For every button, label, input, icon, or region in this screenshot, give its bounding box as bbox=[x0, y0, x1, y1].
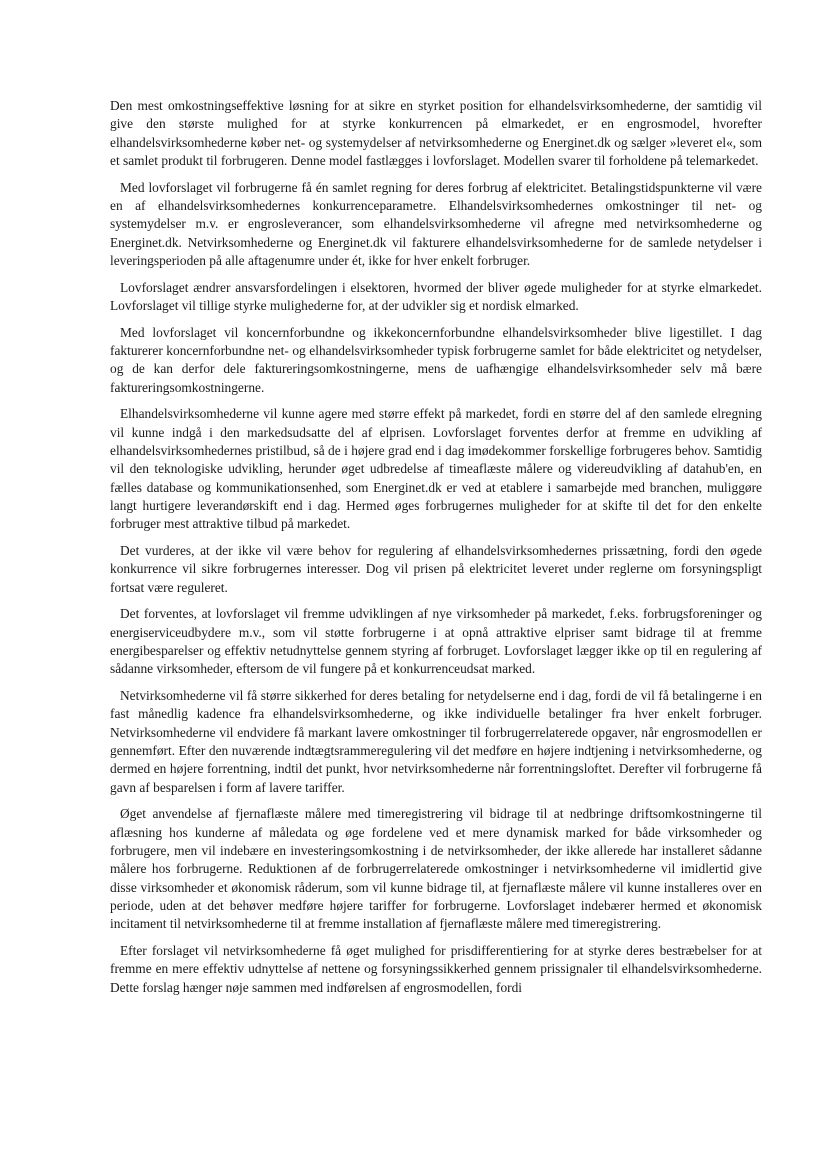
paragraph-fjernaflaeste-maalere: Øget anvendelse af fjernaflæste målere med timeregistrering vil bidrage til at nedbringe driftsomkostningerne til aflæsning hos kunderne af måledata og øge fordelene ved et mere dynamisk marked for både virksomheder og forbrugere, men vil indebære en investeringsomkostning i de netvirksomheder, der ikke allerede har installeret sådanne målere hos forbrugerne. Reduktionen af de forbrugerrelaterede omkostninger i netvirksomhederne vil imidlertid give disse virksomheder et økonomisk råderum, som vil kunne bidrage til, at fjernaflæste målere vil kunne installeres over en periode, uden at det behøver medføre højere tariffer for forbrugerne. Lovforslaget indebærer hermed et økonomisk incitament til netvirksomhederne til at fremme installation af fjernaflæste målere med timeregistrering. bbox=[110, 806, 762, 932]
paragraph-ansvarsfordeling: Lovforslaget ændrer ansvarsfordelingen i elsektoren, hvormed der bliver øgede muligheder for at styrke elmarkedet. Lovforslaget vil tillige styrke mulighederne for, at der udvikler sig et nordisk elmarked. bbox=[110, 279, 762, 313]
paragraph-nye-virksomheder: Det forventes, at lovforslaget vil fremme udviklingen af nye virksomheder på markedet, f.eks. forbrugsforeninger og energiserviceudbydere m.v., som vil støtte forbrugerne i at opnå attraktive elpriser samt bidrage til at fremme energibesparelser og effektiv netudnyttelse gennem styring af forbruget. Lovforslaget lægger ikke op til en regulering af sådanne virksomheder, eftersom de vil fungere på et konkurrenceudsat marked. bbox=[110, 606, 762, 677]
paragraph-markedseffekt: Elhandelsvirksomhederne vil kunne agere med større effekt på markedet, fordi en større del af den samlede elregning vil kunne indgå i den markedsudsatte del af elprisen. Lovforslaget forventes derfor at fremme en udvikling af elhandelsvirksomhedernes pristilbud, så de i højere grad end i dag imødekommer forskellige forbrugeres behov. Samtidig vil den teknologiske udvikling, herunder øget udbredelse af timeaflæste målere og videreudvikling af datahub'en, en fælles database og kommunikationsenhed, som Energinet.dk er ved at etablere i samarbejde med branchen, muliggøre langt hurtigere leverandørskift end i dag. Hermed øges forbrugernes muligheder for at skifte til det for den enkelte forbruger mest attraktive tilbud på markedet. bbox=[110, 406, 762, 532]
paragraph-prisregulering: Det vurderes, at der ikke vil være behov for regulering af elhandelsvirksomhedernes prissætning, fordi den øgede konkurrence vil sikre forbrugernes interesser. Dog vil prisen på elektricitet leveret under reglerne om forsyningspligt fortsat være reguleret. bbox=[110, 543, 762, 595]
paragraph-netvirksomheder: Netvirksomhederne vil få større sikkerhed for deres betaling for netydelserne end i dag, fordi de vil få betalingerne i en fast månedlig kadence fra elhandelsvirksomhederne, og ikke individuelle betalinger fra hver enkelt forbruger. Netvirksomhederne vil endvidere få markant lavere omkostninger til forbrugerrelaterede opgaver, når engrosmodellen er gennemført. Efter den nuværende indtægtsrammeregulering vil det medføre en højere indtjening i netvirksomhederne, og dermed en højere forrentning, indtil det punkt, hvor netvirksomhederne når forrentningsloftet. Derefter vil forbrugerne få gavn af besparelsen i form af lavere tariffer. bbox=[110, 688, 762, 795]
paragraph-ligestilling: Med lovforslaget vil koncernforbundne og ikkekoncernforbundne elhandelsvirksomheder blive ligestillet. I dag fakturerer koncernforbundne net- og elhandelsvirksomheder typisk forbrugerne samlet for både elektricitet og netydelser, og de kan derfor dele faktureringsomkostningerne, mens de uafhængige elhandelsvirksomheder selv må bære faktureringsomkostningerne. bbox=[110, 324, 762, 395]
document-page bbox=[110, 97, 762, 1005]
paragraph-engrosmodel: Den mest omkostningseffektive løsning for at sikre en styrket position for elhandelsvirksomhederne, der samtidig vil give den største mulighed for at styrke konkurrencen på elmarkedet, er en engrosmodel, hvorefter elhandelsvirksomhederne køber net- og systemydelser af netvirksomhederne og Energinet.dk og sælger »leveret el«, som et samlet produkt til forbrugeren. Denne model fastlægges i lovforslaget. Modellen svarer til forholdene på telemarkedet. bbox=[110, 98, 762, 168]
paragraph-samlet-regning: Med lovforslaget vil forbrugerne få én samlet regning for deres forbrug af elektricitet. Betalingstidspunkterne vil være en af elhandelsvirksomhedernes konkurrenceparametre. Elhandelsvirksomhedernes omkostninger til net- og systemydelser m.v. er engrosleverancer, som elhandelsvirksomhederne vil afregne med netvirksomhederne og Energinet.dk. Netvirksomhederne og Energinet.dk vil fakturere elhandelsvirksomhederne for de samlede netydelser i leveringsperioden på alle aftagenumre under ét, ikke for hver enkelt forbruger. bbox=[110, 179, 762, 268]
paragraph-prisdifferentiering: Efter forslaget vil netvirksomhederne få øget mulighed for prisdifferentiering for at styrke deres bestræbelser for at fremme en mere effektiv udnyttelse af nettene og forsyningssikkerhed gennem prissignaler til elhandelsvirksomhederne. Dette forslag hænger nøje sammen med indførelsen af engrosmodellen, fordi bbox=[110, 942, 762, 995]
